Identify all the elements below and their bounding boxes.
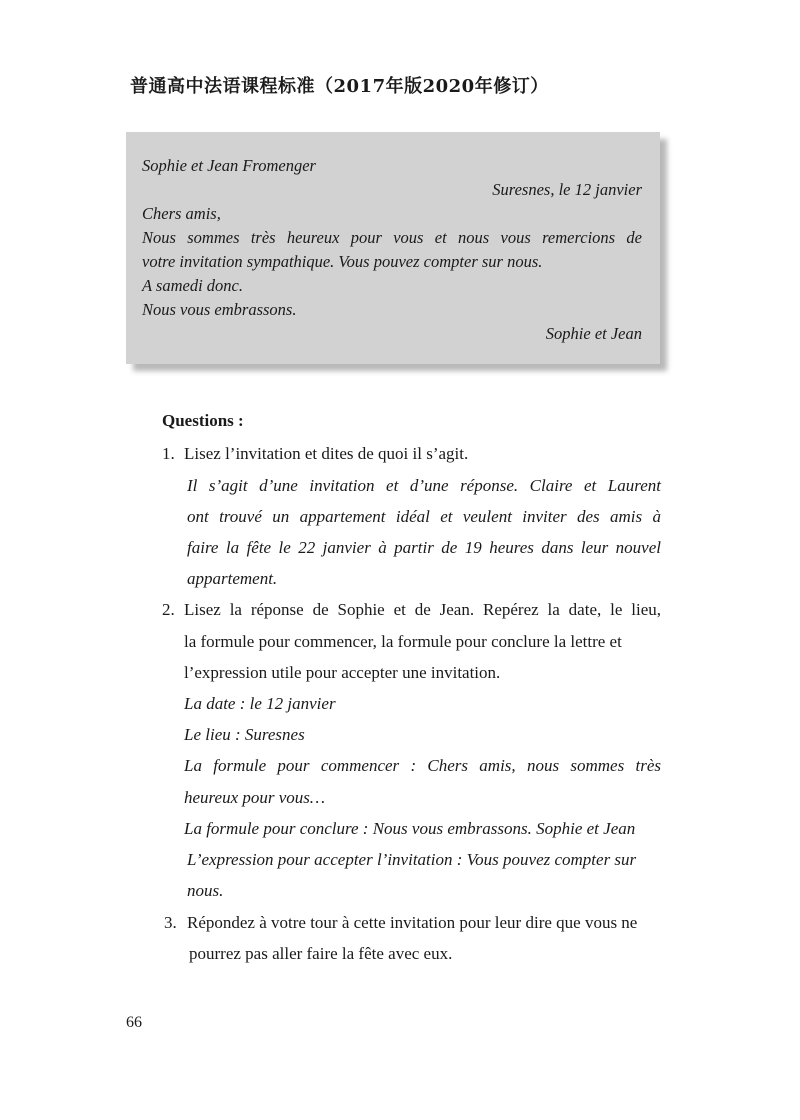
question-2-answer-line: L’expression pour accepter l’invitation : Vous pouvez compter sur	[187, 850, 637, 869]
letter-sender: Sophie et Jean Fromenger	[142, 156, 316, 175]
question-2-answer-line: La date : le 12 janvier	[184, 694, 336, 713]
question-3-text-line: pourrez pas aller faire la fête avec eux.	[189, 944, 453, 963]
question-2-answer-line: La formule pour commencer : Chers amis, nous sommes très	[184, 756, 661, 775]
page-number: 66	[126, 1014, 142, 1031]
question-2-text-line: la formule pour commencer, la formule pour conclure la lettre et	[184, 632, 622, 651]
question-1-answer-line: appartement.	[187, 569, 278, 588]
letter-body-line-1: Nous sommes très heureux pour vous et nous vous remercions de	[142, 228, 642, 247]
question-2-answer-line: heureux pour vous…	[184, 788, 326, 807]
question-2-text-line: l’expression utile pour accepter une invitation.	[184, 663, 501, 682]
question-3-text-line: Répondez à votre tour à cette invitation pour leur dire que vous ne	[187, 913, 638, 932]
question-1-number: 1.	[162, 444, 175, 463]
letter-excerpt-box	[126, 132, 660, 364]
letter-greeting: Chers amis,	[142, 204, 221, 223]
letter-body-line-3: A samedi donc.	[142, 276, 243, 295]
question-1-answer-line: Il s’agit d’une invitation et d’une réponse. Claire et Laurent	[187, 476, 661, 495]
question-2-answer-line: nous.	[187, 881, 224, 900]
question-2-number: 2.	[162, 600, 175, 619]
question-3-number: 3.	[164, 913, 177, 932]
question-2-answer-line: Le lieu : Suresnes	[184, 725, 305, 744]
letter-signature: Sophie et Jean	[545, 324, 642, 343]
question-1-text: Lisez l’invitation et dites de quoi il s’agit.	[184, 444, 469, 463]
questions-title: Questions :	[162, 411, 244, 430]
letter-body-line-2: votre invitation sympathique. Vous pouvez compter sur nous.	[142, 252, 543, 271]
page-header-title: 普通高中法语课程标准（2017年版2020年修订）	[130, 76, 549, 97]
question-2-text-line: Lisez la réponse de Sophie et de Jean. Repérez la date, le lieu,	[184, 600, 661, 619]
letter-closing: Nous vous embrassons.	[142, 300, 297, 319]
question-1-answer-line: ont trouvé un appartement idéal et veulent inviter des amis à	[187, 507, 661, 526]
question-1-answer-line: faire la fête le 22 janvier à partir de 19 heures dans leur nouvel	[187, 538, 661, 557]
question-2-answer-line: La formule pour conclure : Nous vous embrassons. Sophie et Jean	[184, 819, 636, 838]
letter-place-date: Suresnes, le 12 janvier	[492, 180, 642, 199]
